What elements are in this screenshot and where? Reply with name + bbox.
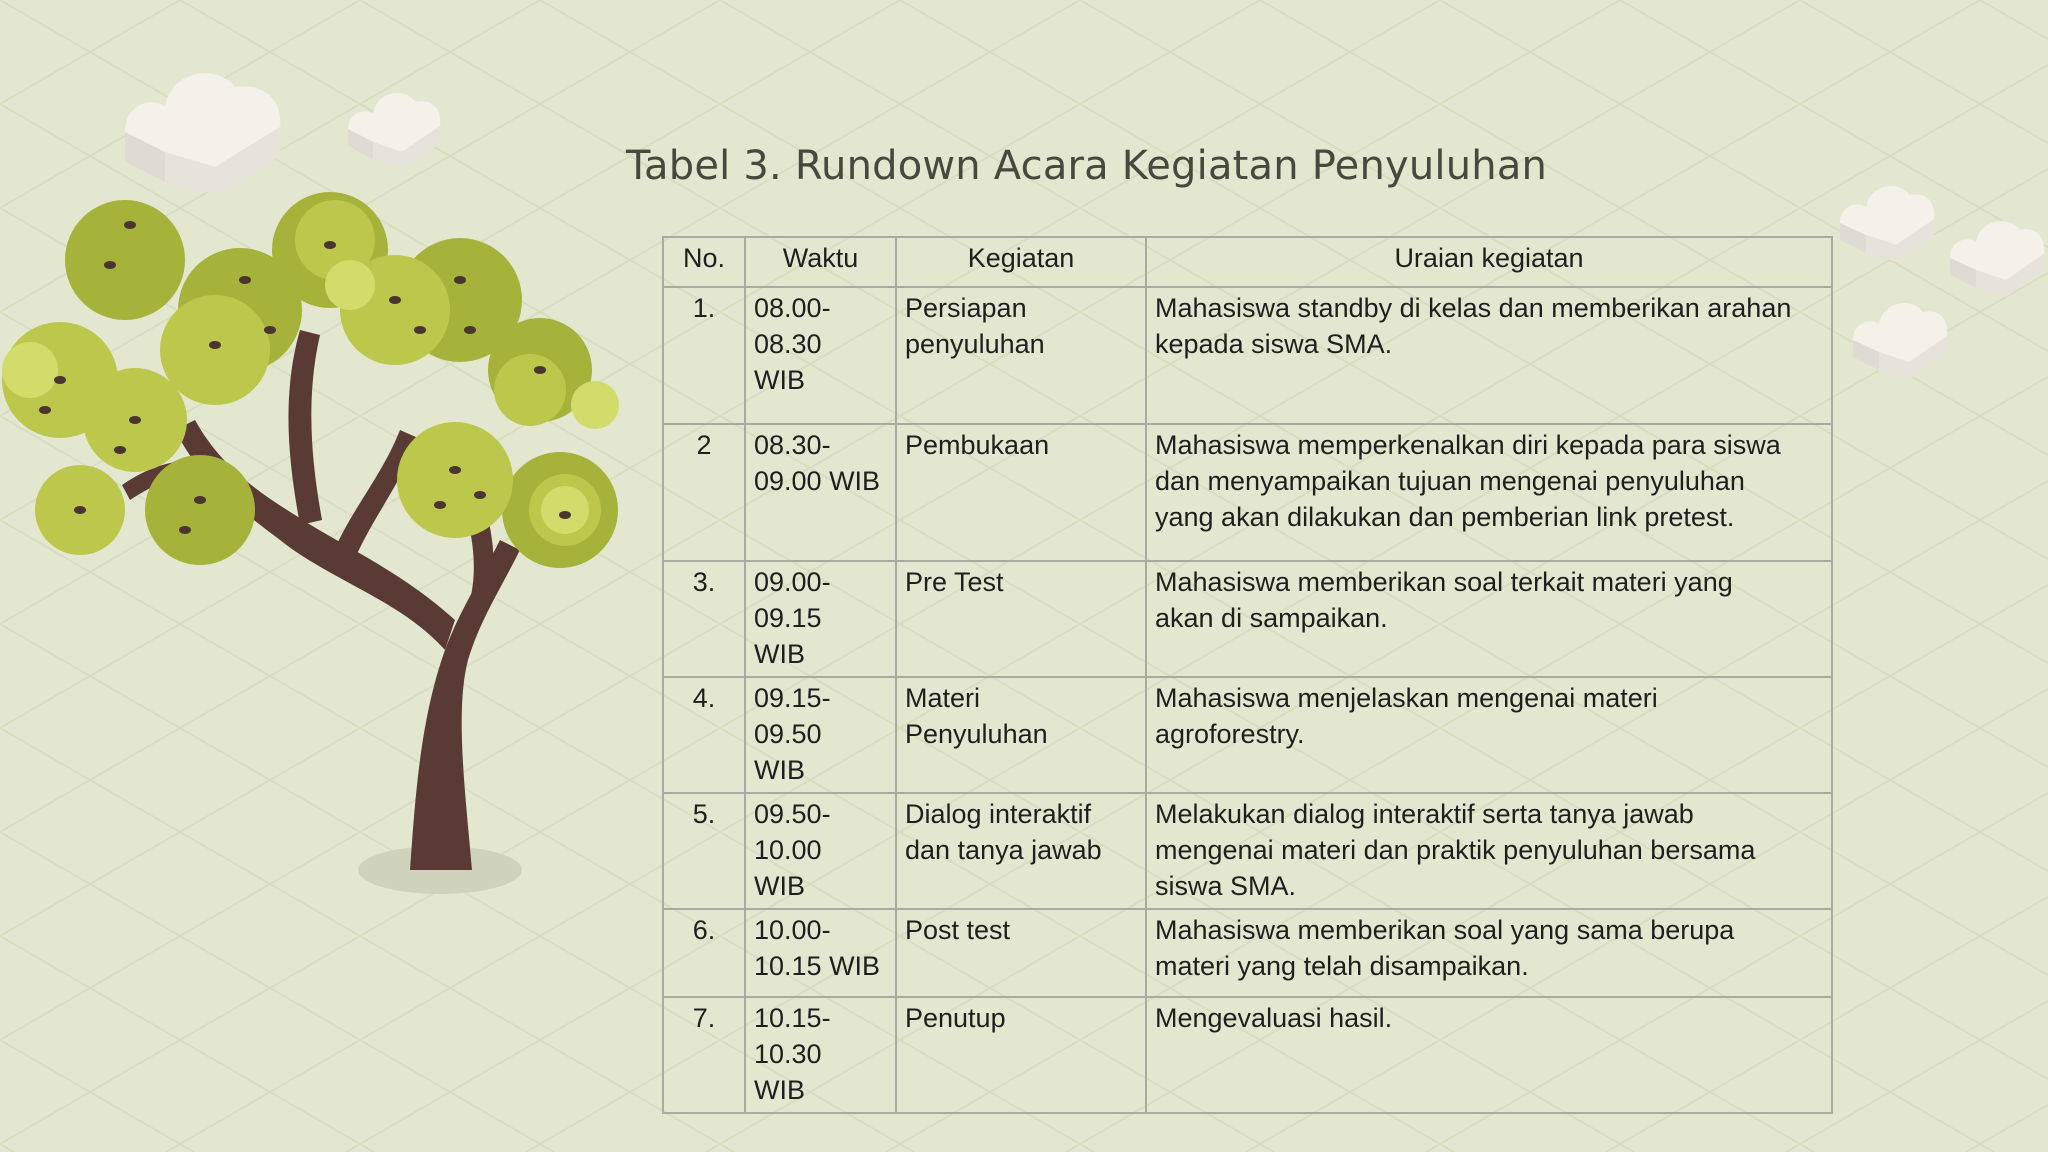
table-cell-waktu: 09.00- 09.15 WIB bbox=[745, 561, 896, 677]
table-cell-kegiatan: Dialog interaktif dan tanya jawab bbox=[896, 793, 1146, 909]
table-cell-kegiatan: Pembukaan bbox=[896, 424, 1146, 561]
table-row bbox=[663, 909, 1832, 997]
page-title: Tabel 3. Rundown Acara Kegiatan Penyuluhan bbox=[626, 143, 1548, 189]
cloud-icon bbox=[105, 42, 285, 192]
table-cell-no: 2 bbox=[663, 424, 745, 561]
table-cell-no: 3. bbox=[663, 561, 745, 677]
table-header-row bbox=[663, 237, 1832, 287]
table-cell-no: 4. bbox=[663, 677, 745, 793]
table-row bbox=[663, 287, 1832, 424]
table-cell-uraian: Mahasiswa memberikan soal terkait materi yang akan di sampaikan. bbox=[1146, 561, 1832, 677]
table-cell-kegiatan: Materi Penyuluhan bbox=[896, 677, 1146, 793]
table-cell-kegiatan: Post test bbox=[896, 909, 1146, 997]
table-cell-no: 5. bbox=[663, 793, 745, 909]
rundown-table bbox=[662, 236, 1833, 1114]
column-header-kegiatan: Kegiatan bbox=[896, 237, 1146, 287]
table-cell-uraian: Mengevaluasi hasil. bbox=[1146, 997, 1832, 1113]
table-cell-kegiatan: Pre Test bbox=[896, 561, 1146, 677]
table-cell-waktu: 08.30- 09.00 WIB bbox=[745, 424, 896, 561]
table-cell-kegiatan: Penutup bbox=[896, 997, 1146, 1113]
column-header-waktu: Waktu bbox=[745, 237, 896, 287]
table-row bbox=[663, 793, 1832, 909]
table-cell-no: 6. bbox=[663, 909, 745, 997]
table-cell-uraian: Mahasiswa standby di kelas dan memberikan arahan kepada siswa SMA. bbox=[1146, 287, 1832, 424]
cloud-icon bbox=[1830, 165, 1940, 265]
cloud-icon bbox=[1845, 282, 1950, 382]
table-cell-uraian: Melakukan dialog interaktif serta tanya jawab mengenai materi dan praktik penyuluhan bersama siswa SMA. bbox=[1146, 793, 1832, 909]
cloud-icon bbox=[1942, 200, 2048, 300]
table-cell-uraian: Mahasiswa memperkenalkan diri kepada para siswa dan menyampaikan tujuan mengenai penyuluhan yang akan dilakukan dan pemberian link pretest. bbox=[1146, 424, 1832, 561]
table-body bbox=[663, 287, 1832, 1113]
table-row bbox=[663, 424, 1832, 561]
table-cell-uraian: Mahasiswa menjelaskan mengenai materi agroforestry. bbox=[1146, 677, 1832, 793]
table-cell-waktu: 10.00- 10.15 WIB bbox=[745, 909, 896, 997]
table-row bbox=[663, 997, 1832, 1113]
table-cell-waktu: 09.50- 10.00 WIB bbox=[745, 793, 896, 909]
table-cell-uraian: Mahasiswa memberikan soal yang sama berupa materi yang telah disampaikan. bbox=[1146, 909, 1832, 997]
table-cell-no: 1. bbox=[663, 287, 745, 424]
column-header-uraian: Uraian kegiatan bbox=[1146, 237, 1832, 287]
table-cell-no: 7. bbox=[663, 997, 745, 1113]
column-header-no: No. bbox=[663, 237, 745, 287]
tree-illustration bbox=[0, 180, 640, 900]
table-cell-waktu: 08.00- 08.30 WIB bbox=[745, 287, 896, 424]
table-row bbox=[663, 677, 1832, 793]
table-row bbox=[663, 561, 1832, 677]
cloud-icon bbox=[338, 74, 443, 169]
table-cell-waktu: 09.15- 09.50 WIB bbox=[745, 677, 896, 793]
table-cell-waktu: 10.15- 10.30 WIB bbox=[745, 997, 896, 1113]
table-cell-kegiatan: Persiapan penyuluhan bbox=[896, 287, 1146, 424]
